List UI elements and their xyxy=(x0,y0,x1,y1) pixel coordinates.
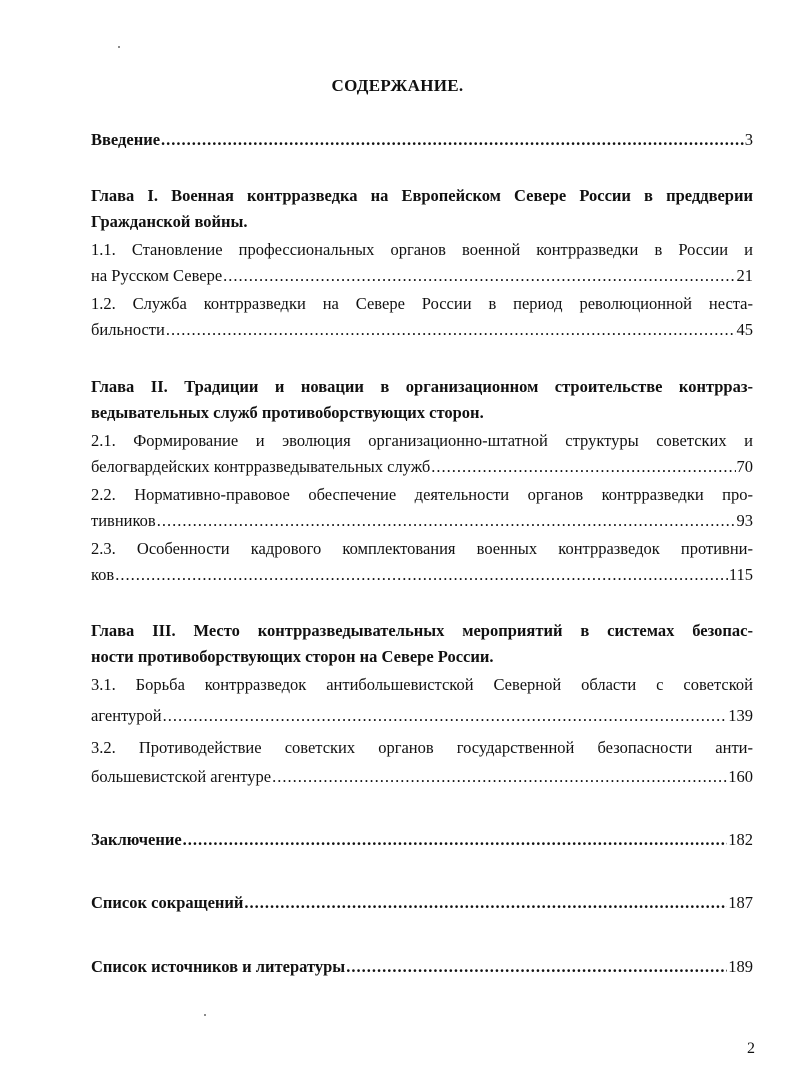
toc-entry-page: 187 xyxy=(728,893,753,912)
section-3-2-line-1: 3.2. Противодействие советских органов государственной безопасности анти- xyxy=(91,738,753,757)
toc-leader-dots xyxy=(272,767,727,787)
chapter-1-heading-line-1: Глава I. Военная контрразведка на Европейском Севере России в преддверии xyxy=(91,186,753,205)
toc-entry-page: 182 xyxy=(728,830,753,849)
section-3-1-line-1: 3.1. Борьба контрразведок антибольшевистской Северной области с советской xyxy=(91,675,753,694)
toc-entry-label: бильности xyxy=(91,320,165,339)
toc-entry-label: Список источников и литературы xyxy=(91,957,346,976)
chapter-2-heading-line-1: Глава II. Традиции и новации в организационном строительстве контрраз- xyxy=(91,377,753,396)
toc-entry-label: Заключение xyxy=(91,830,182,849)
toc-entry-page: 115 xyxy=(728,565,753,584)
toc-entry-label: большевистской агентуре xyxy=(91,767,272,786)
toc-leader-dots xyxy=(346,957,727,977)
toc-entry-page: 93 xyxy=(736,511,753,530)
toc-entry-label: на Русском Севере xyxy=(91,266,223,285)
toc-entry-page: 139 xyxy=(728,706,753,725)
toc-leader-dots xyxy=(431,457,735,477)
section-2-3-line-1: 2.3. Особенности кадрового комплектования военных контрразведок противни- xyxy=(91,539,753,558)
section-3-1-line-2 xyxy=(91,706,753,726)
section-1-2-line-1: 1.2. Служба контрразведки на Севере России в период революционной неста- xyxy=(91,294,753,313)
toc-entry-label: белогвардейских контрразведывательных служб xyxy=(91,457,431,476)
toc-leader-dots xyxy=(161,130,744,150)
toc-entry-conclusion xyxy=(91,830,753,850)
section-1-1-line-2 xyxy=(91,266,753,286)
section-3-2-line-2 xyxy=(91,767,753,787)
toc-entry-sources xyxy=(91,957,753,977)
toc-leader-dots xyxy=(163,706,728,726)
toc-entry-page: 21 xyxy=(736,266,753,285)
section-1-2-line-2 xyxy=(91,320,753,340)
scan-speck xyxy=(118,46,120,48)
section-2-3-line-2 xyxy=(91,565,753,585)
chapter-1-heading-line-2: Гражданской войны. xyxy=(91,212,248,231)
toc-entry-label: ков xyxy=(91,565,115,584)
toc-leader-dots xyxy=(223,266,735,286)
chapter-2-heading-line-2: ведывательных служб противоборствующих сторон. xyxy=(91,403,484,422)
toc-entry-abbreviations xyxy=(91,893,753,913)
toc-entry-page: 70 xyxy=(736,457,753,476)
toc-entry-label: Введение xyxy=(91,130,161,149)
toc-entry-intro xyxy=(91,130,753,150)
section-2-2-line-2 xyxy=(91,511,753,531)
toc-entry-label: тивников xyxy=(91,511,156,530)
toc-entry-page: 3 xyxy=(744,130,753,149)
section-2-1-line-1: 2.1. Формирование и эволюция организационно-штатной структуры советских и xyxy=(91,431,753,450)
toc-leader-dots xyxy=(166,320,736,340)
toc-leader-dots xyxy=(183,830,728,850)
toc-entry-page: 45 xyxy=(736,320,753,339)
chapter-3-heading-line-1: Глава III. Место контрразведывательных мероприятий в системах безопас- xyxy=(91,621,753,640)
chapter-3-heading-line-2: ности противоборствующих сторон на Севере России. xyxy=(91,647,494,666)
toc-leader-dots xyxy=(115,565,728,585)
toc-entry-label: Список сокращений xyxy=(91,893,244,912)
toc-title: СОДЕРЖАНИЕ. xyxy=(331,76,464,95)
page-number: 2 xyxy=(747,1040,755,1057)
scan-speck xyxy=(204,1014,206,1016)
section-2-2-line-1: 2.2. Нормативно-правовое обеспечение деятельности органов контрразведки про- xyxy=(91,485,753,504)
toc-entry-page: 160 xyxy=(728,767,753,786)
toc-leader-dots xyxy=(244,893,727,913)
toc-entry-label: агентурой xyxy=(91,706,162,725)
toc-entry-page: 189 xyxy=(728,957,753,976)
toc-leader-dots xyxy=(157,511,736,531)
section-1-1-line-1: 1.1. Становление профессиональных органов военной контрразведки в России и xyxy=(91,240,753,259)
section-2-1-line-2 xyxy=(91,457,753,477)
